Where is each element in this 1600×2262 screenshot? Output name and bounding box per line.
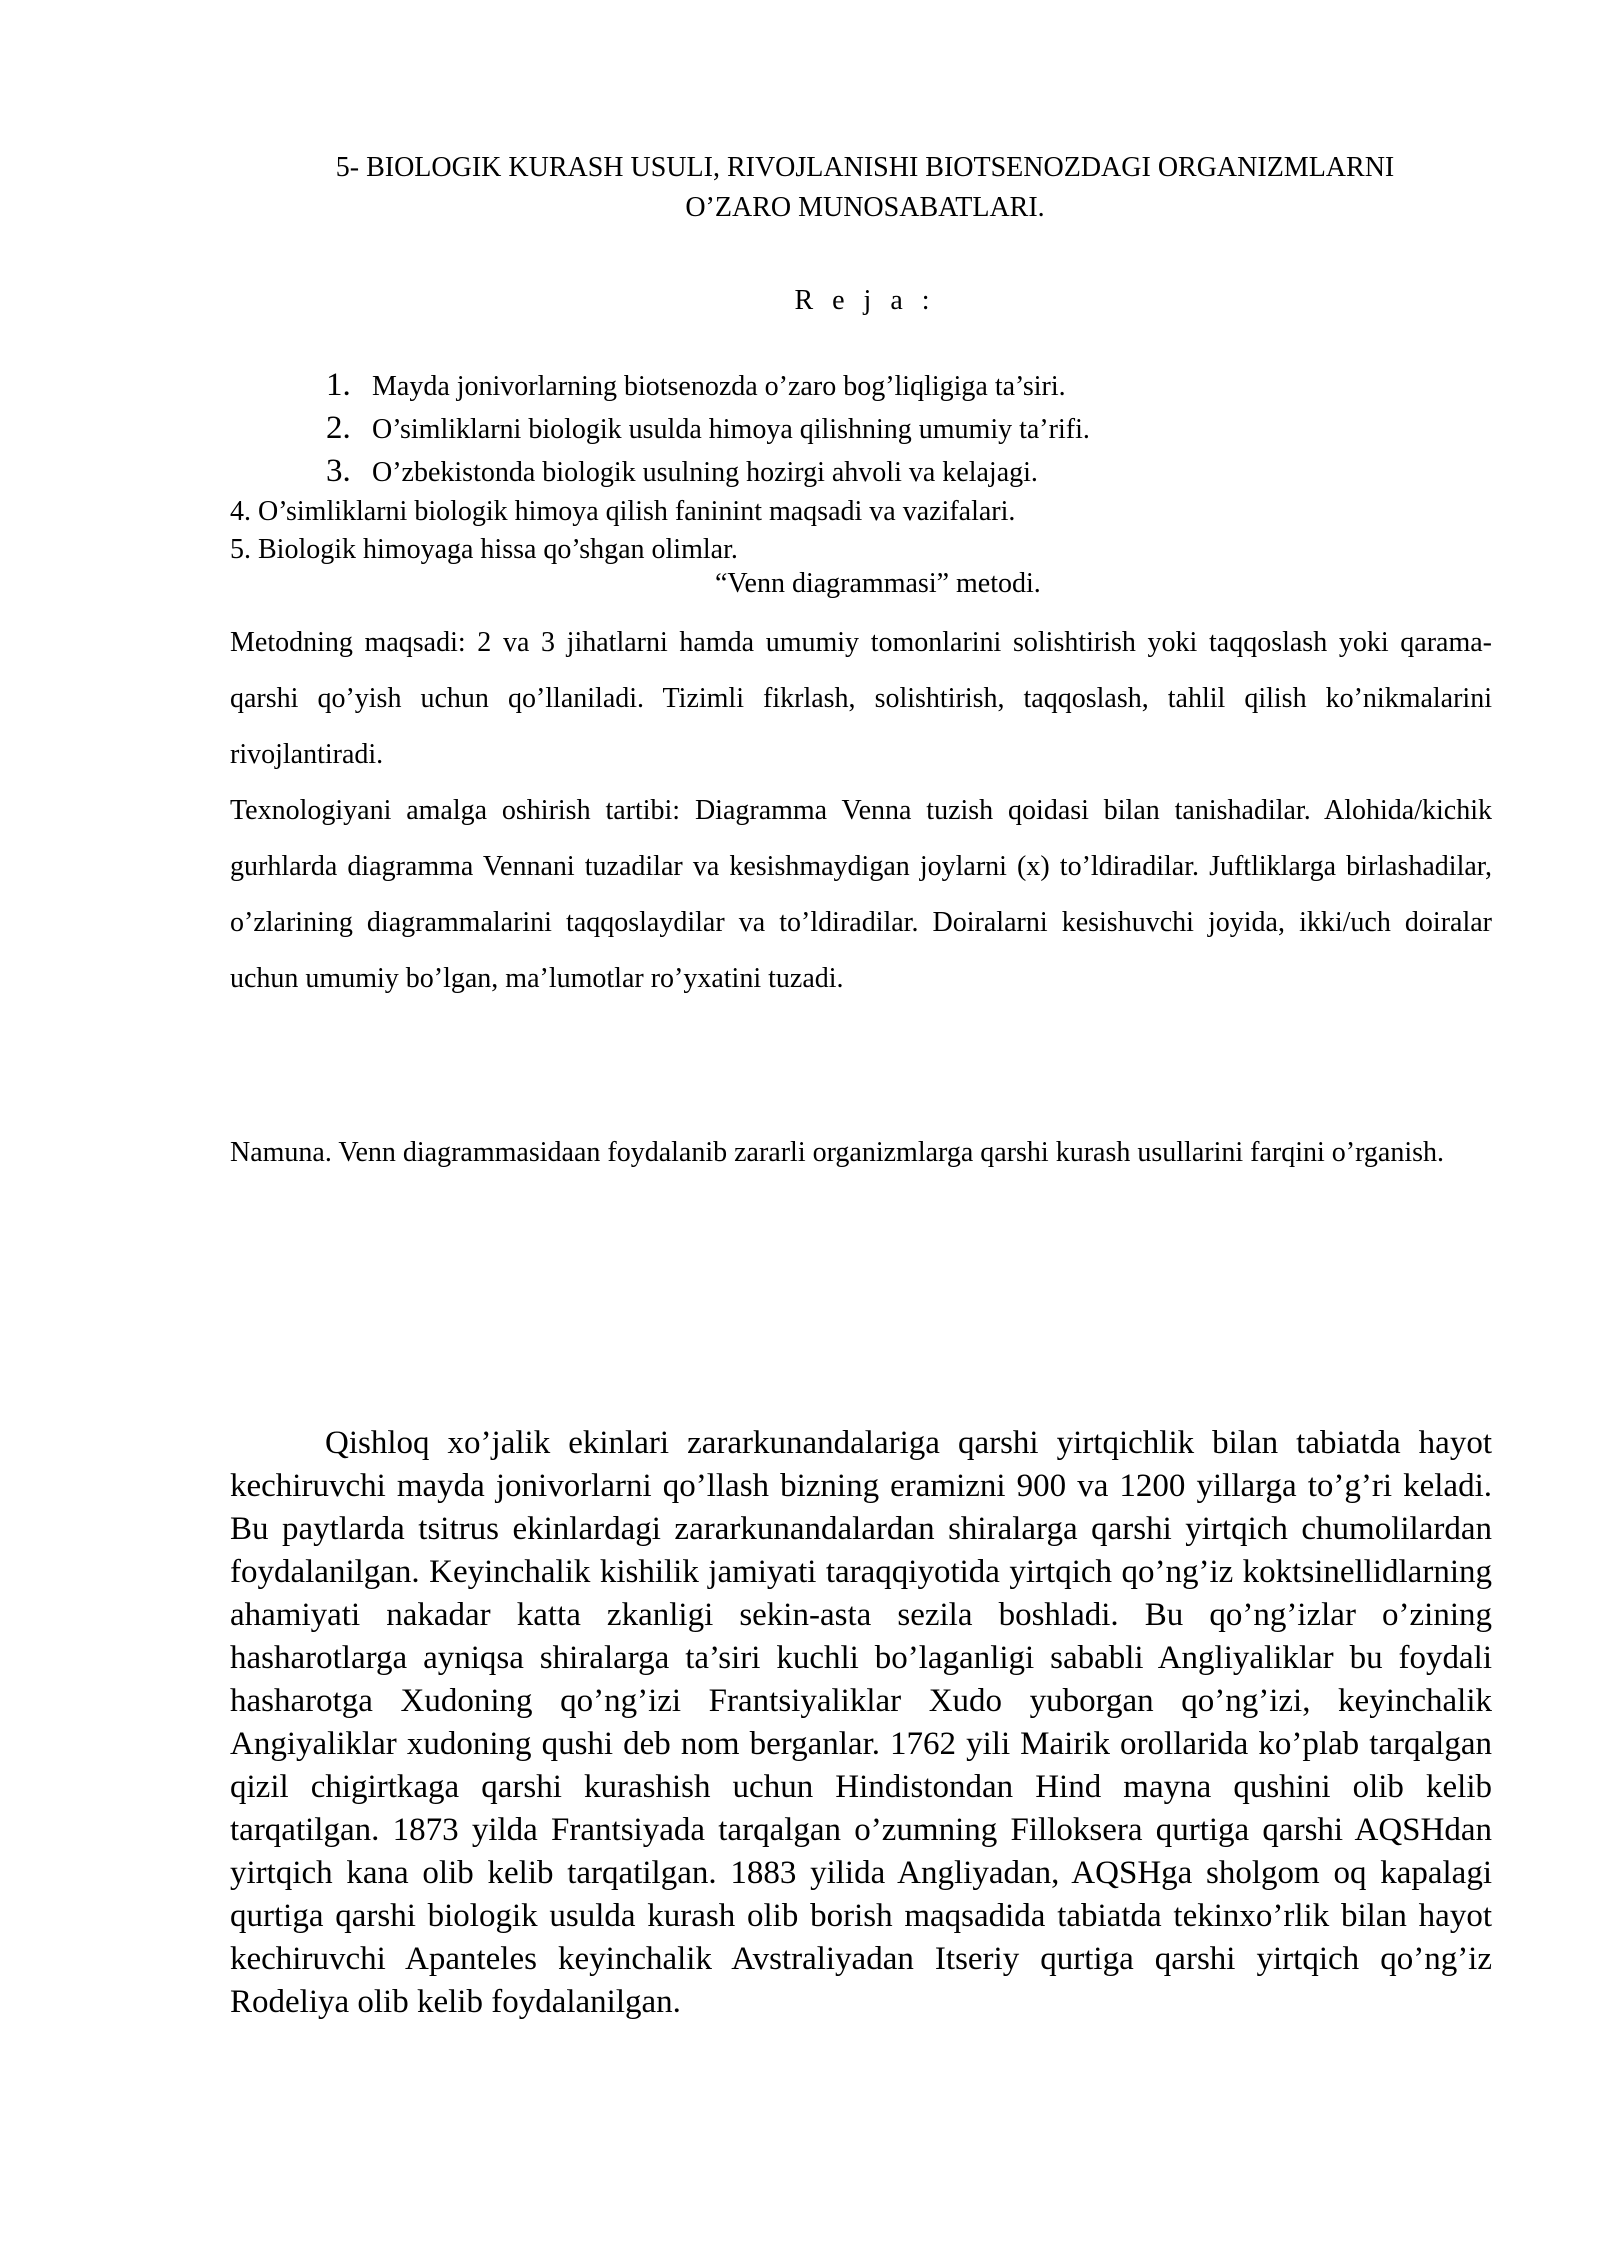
method-title: “Venn diagrammasi” metodi. xyxy=(715,568,1041,599)
plan-item-2 xyxy=(326,408,1090,450)
plan-item-number: 3. xyxy=(326,453,351,489)
main-paragraph: Qishloq xo’jalik ekinlari zararkunandalariga qarshi yirtqichlik bilan tabiatda hayot kechiruvchi mayda jonivorlarni qo’llash bizning eramizni 900 va 1200 yillarga to’g’ri keladi. Bu paytlarda tsitrus ekinlardagi zararkunandalardan shiralarga qarshi yirtqich chumolilardan foydalanilgan. Keyinchalik kishilik jamiyati taraqqiyotida yirtqich qo’ng’iz koktsinellidlarning ahamiyati nakadar katta zkanligi sekin-asta sezila boshladi. Bu qo’ng’izlar o’zining hasharotlarga ayniqsa shiralarga ta’siri kuchli bo’laganligi sababli Angliyaliklar bu foydali hasharotga Xudoning qo’ng’izi Frantsiyaliklar Xudo yuborgan qo’ng’izi, keyinchalik Angiyaliklar xudoning qushi deb nom berganlar. 1762 yili Mairik orollarida ko’plab tarqalgan qizil chigirtkaga qarshi kurashish uchun Hindistondan Hind mayna qushini olib kelib tarqatilgan. 1873 yilda Frantsiyada tarqalgan o’zumning Filloksera qurtiga qarshi AQSHdan yirtqich kana olib kelib tarqatilgan. 1883 yilida Angliyadan, AQSHga sholgom oq kapalagi qurtiga qarshi biologik usulda kurash olib borish maqsadida tabiatda tekinxo’rlik bilan hayot kechiruvchi Apanteles keyinchalik Avstraliyadan Itseriy qurtiga qarshi yirtqich qo’ng’iz Rodeliya olib kelib foydalanilgan. xyxy=(230,1425,1492,2020)
plan-item-text: O’zbekistonda biologik usulning hozirgi ahvoli va kelajagi. xyxy=(372,457,1038,488)
plan-item-5: 5. Biologik himoyaga hissa qo’shgan olimlar. xyxy=(230,534,738,565)
sample-paragraph: Namuna. Venn diagrammasidaan foydalanib zararli organizmlarga qarshi kurash usullarini farqini o’rganish. xyxy=(230,1137,1445,1168)
plan-item-text: Mayda jonivorlarning biotsenozda o’zaro bog’liqligiga ta’siri. xyxy=(372,371,1066,402)
title-line-2: O’ZARO MUNOSABATLARI. xyxy=(685,192,1045,223)
technology-paragraph: Texnologiyani amalga oshirish tartibi: Diagramma Venna tuzish qoidasi bilan tanishadilar. Alohida/kichik gurhlarda diagramma Vennani tuzadilar va kesishmaydigan joylarni (x) to’ldiradilar. Juftliklarga birlashadilar, o’zlarining diagrammalarini taqqoslaydilar va to’ldiradilar. Doiralarni kesishuvchi joyida, ikki/uch doiralar uchun umumiy bo’lgan, ma’lumotlar ro’yxatini tuzadi. xyxy=(230,795,1492,994)
plan-item-number: 1. xyxy=(326,367,351,403)
plan-item-1 xyxy=(326,365,1066,407)
plan-item-4: 4. O’simliklarni biologik himoya qilish faninint maqsadi va vazifalari. xyxy=(230,496,1016,527)
plan-item-text: O’simliklarni biologik usulda himoya qilishning umumiy ta’rifi. xyxy=(372,414,1090,445)
plan-item-number: 2. xyxy=(326,410,351,446)
plan-heading: R e j a : xyxy=(794,285,936,316)
purpose-paragraph: Metodning maqsadi: 2 va 3 jihatlarni hamda umumiy tomonlarini solishtirish yoki taqqoslash yoki qarama-qarshi qo’yish uchun qo’llaniladi. Tizimli fikrlash, solishtirish, taqqoslash, tahlil qilish ko’nikmalarini rivojlantiradi. xyxy=(230,627,1492,770)
plan-item-3 xyxy=(326,451,1038,493)
document-title xyxy=(230,148,1500,228)
title-line-1: 5- BIOLOGIK KURASH USULI, RIVOJLANISHI BIOTSENOZDAGI ORGANIZMLARNI xyxy=(335,152,1395,183)
